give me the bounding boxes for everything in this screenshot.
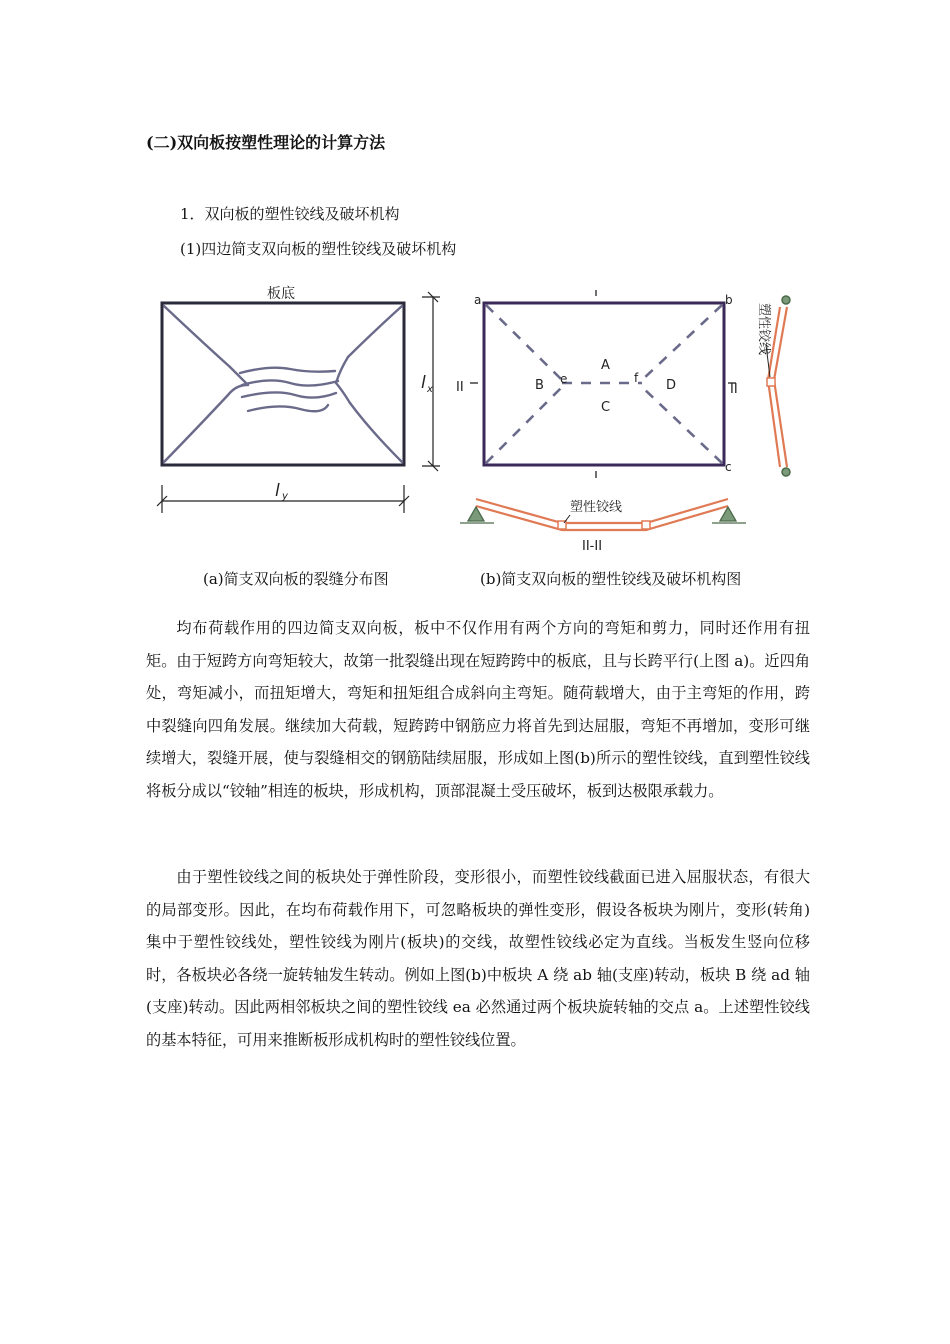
section-heading: (二)双向板按塑性理论的计算方法 (146, 133, 386, 152)
region-d-label: D (666, 378, 677, 393)
figure-b-hinge-diagram (456, 290, 790, 554)
plate-outline-a (162, 303, 404, 465)
paragraph-1: 均布荷载作用的四边简支双向板，板中不仅作用有两个方向的弯矩和剪力，同时还作用有扭矩。由于短跨方向弯矩较大，故第一批裂缝出现在短跨跨中的板底，且与长跨平行(上图 a)。近四角处，弯矩减小，而扭矩增大，弯矩和扭矩组合成斜向主弯矩。随荷载增大，由于主弯矩的作用，跨中裂缝向四角发展。继续加大荷载，短跨跨中钢筋应力将首先到达屈服，弯矩不再增加，变形可继续增大，裂缝开展，使与裂缝相交的钢筋陆续屈服，形成如上图(b)所示的塑性铰线，直到塑性铰线将板分成以“铰轴”相连的板块，形成机构，顶部混凝土受压破坏，板到达极限承载力。 (146, 619, 810, 800)
subheading-simply-supported: (1)四边简支双向板的塑性铰线及破坏机构 (180, 240, 457, 258)
figure (150, 285, 810, 555)
dimension-lx-subscript: x (427, 384, 433, 395)
hinge-lines (486, 305, 722, 463)
corner-c-label: c (725, 460, 732, 474)
region-c-label: C (601, 400, 611, 415)
side-hinge-label: 塑性铰线 (756, 303, 771, 356)
dimension-lx-label: l (421, 373, 426, 393)
region-b-label: B (535, 378, 544, 393)
point-e-label: e (560, 372, 568, 386)
paragraph-2: 由于塑性铰线之间的板块处于弹性阶段，变形很小，而塑性铰线截面已进入屈服状态，有很大的局部变形。因此，在均布荷载作用下，可忽略板块的弹性变形，假设各板块为刚片，变形(转角)集中于塑性铰线处，塑性铰线为刚片(板块)的交线，故塑性铰线必定为直线。当板发生竖向位移时，各板块必各绕一旋转轴发生转动。例如上图(b)中板块 A 绕 ab 轴(支座)转动，板块 B 绕 ad 轴(支座)转动。因此两相邻板块之间的塑性铰线 ea 必然通过两个板块旋转轴的交点 a。上述塑性铰线的基本特征，可用来推断板形成机构时的塑性铰线位置。 (146, 868, 810, 1049)
caption-figure-a: (a)简支双向板的裂缝分布图 (203, 570, 389, 588)
section-ii-label: II-II (582, 539, 603, 554)
plate-bottom-label: 板底 (267, 286, 295, 302)
figure-a-crack-diagram (157, 285, 440, 513)
subheading-plastic-hinge: 1．双向板的塑性铰线及破坏机构 (180, 205, 400, 223)
dimension-ly-label: l (275, 481, 280, 501)
corner-b-label: b (725, 293, 733, 307)
corner-a-label: a (474, 293, 482, 307)
section-left-label: II (456, 380, 464, 395)
dimension-ly-subscript: y (282, 491, 288, 502)
bottom-hinge-pointer (564, 515, 570, 523)
bottom-hinge-label: 塑性铰线 (570, 500, 623, 515)
region-a-label: A (601, 358, 610, 373)
point-f-label: f (634, 371, 639, 385)
caption-figure-b: (b)简支双向板的塑性铰线及破坏机构图 (480, 570, 742, 588)
section-right-label: II (730, 382, 738, 397)
crack-lines (164, 306, 402, 462)
